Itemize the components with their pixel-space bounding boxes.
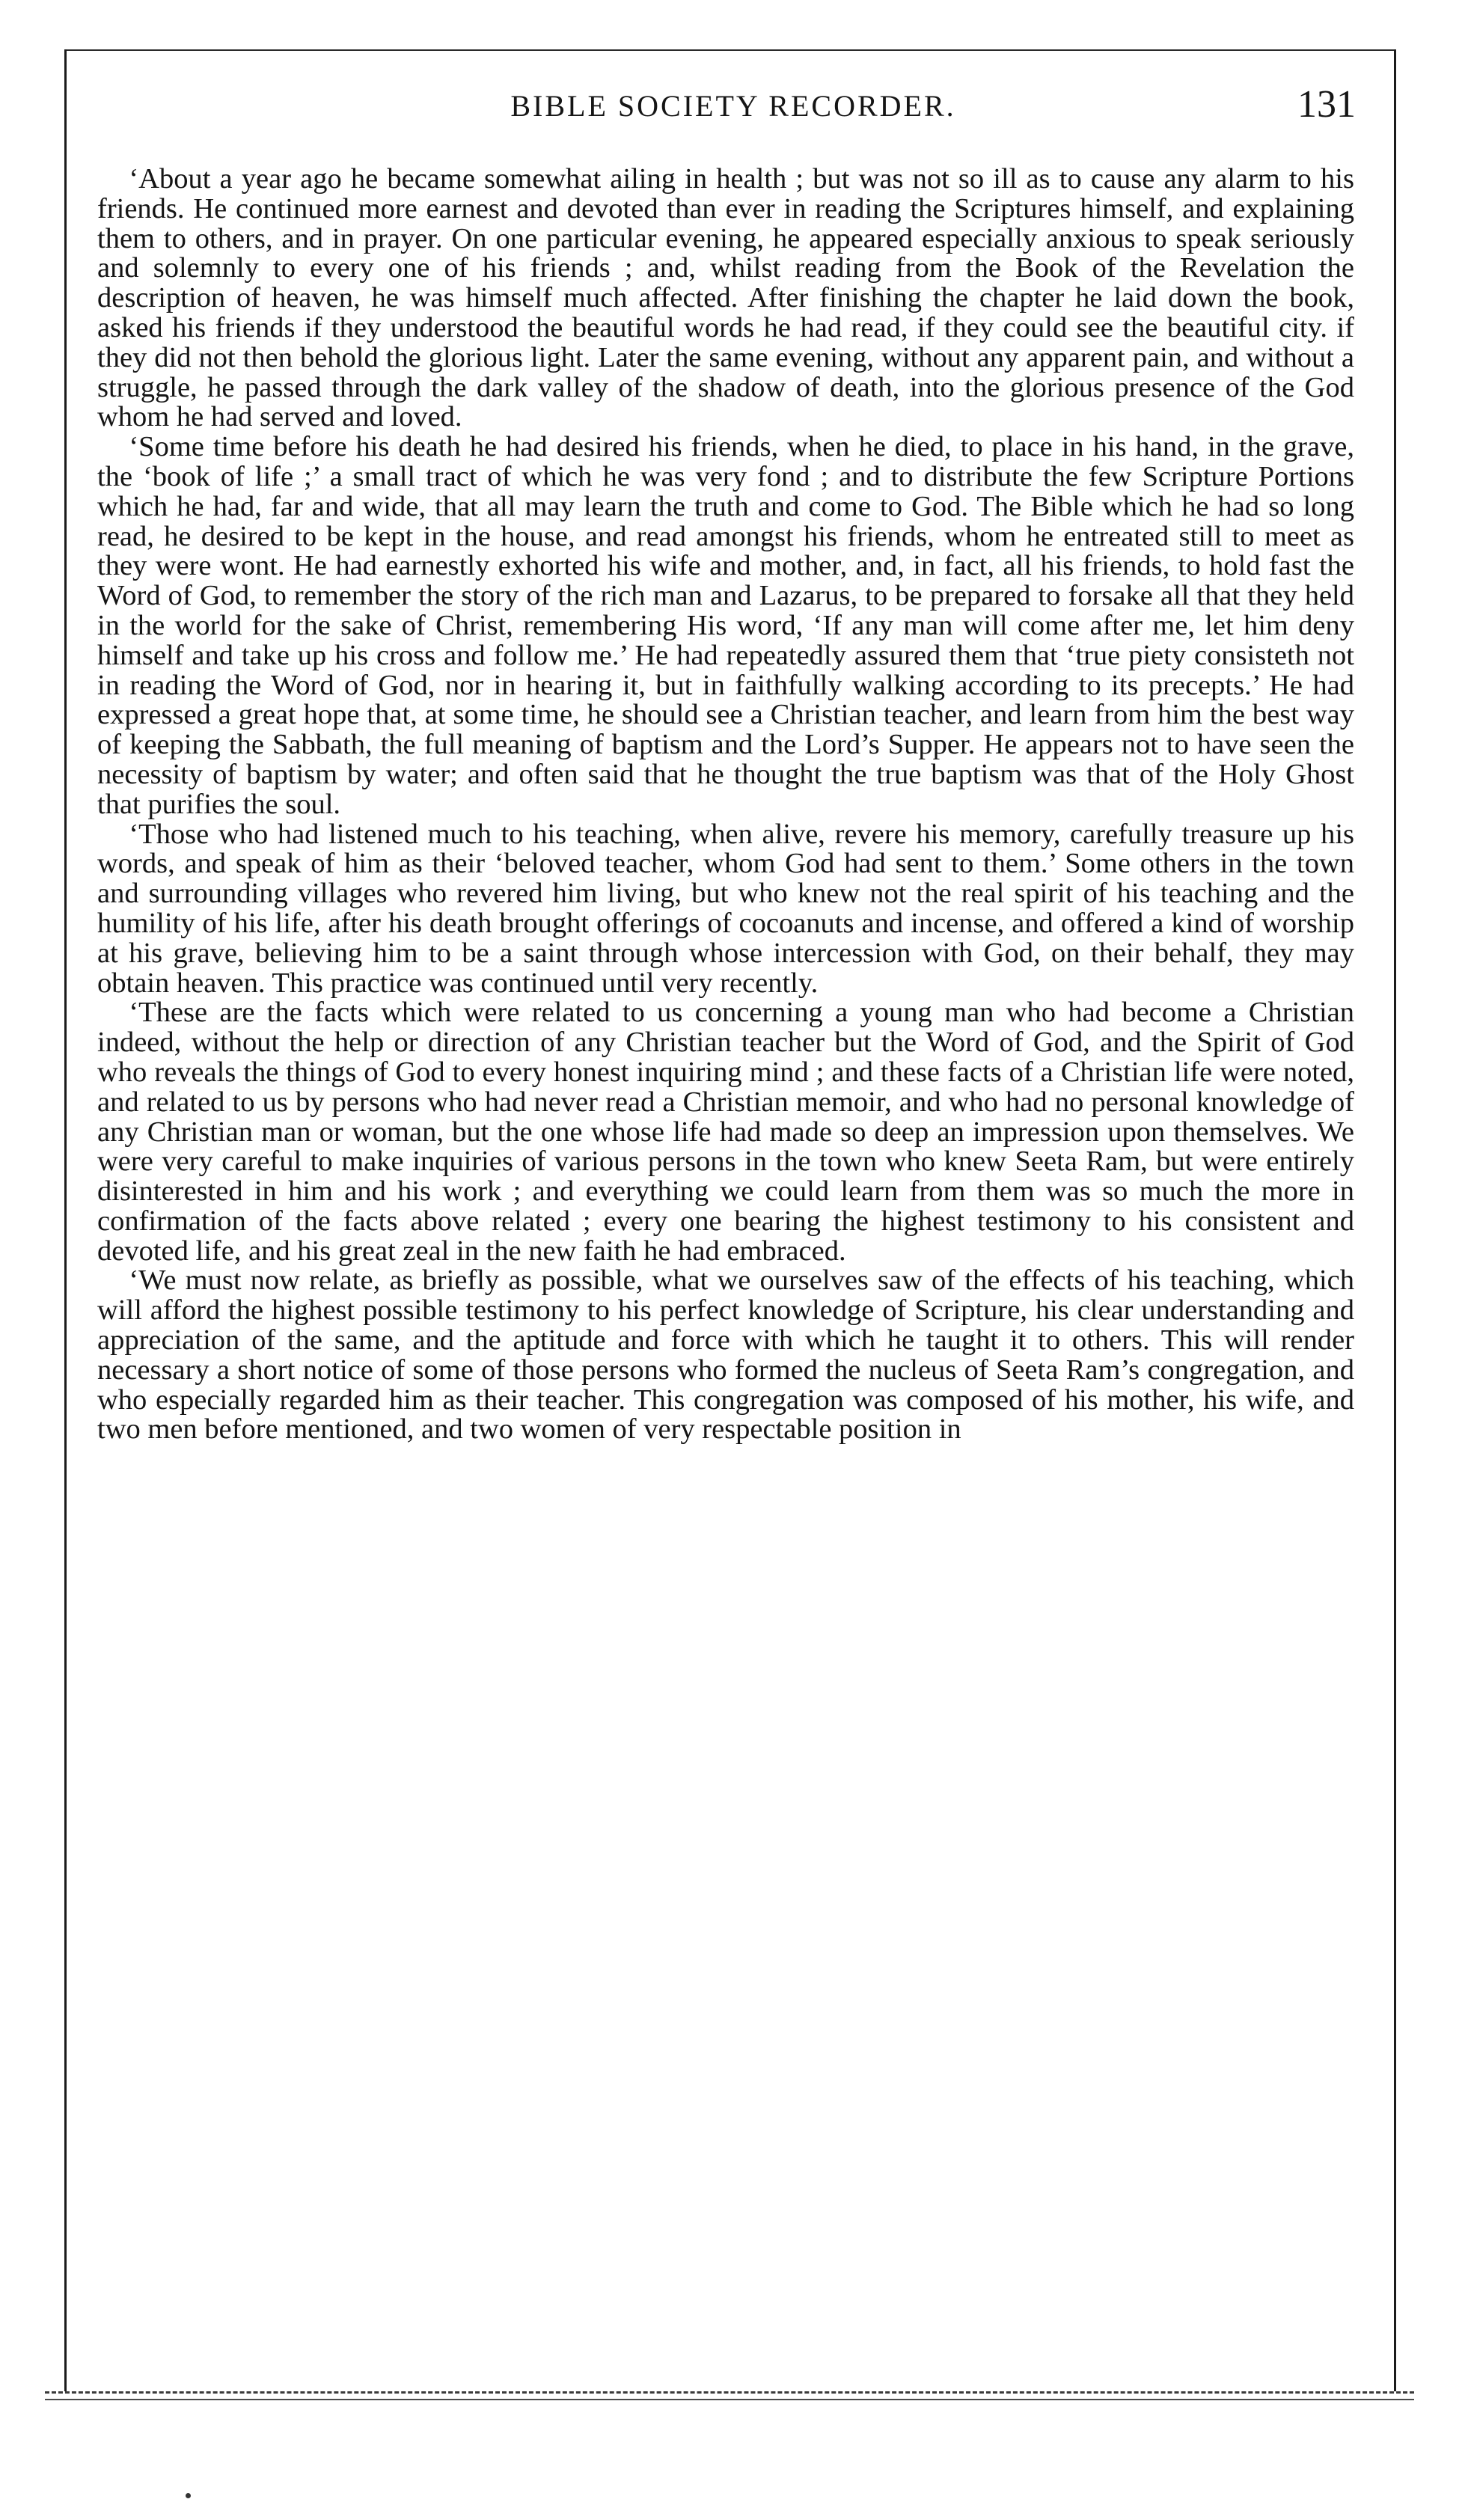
- paragraph: ‘Some time before his death he had desired his friends, when he died, to place in his hand, in the grave, the ‘book of life ;’ a small tract of which he was very fond ; and to distribute the few Scripture Portions which he had, far and wide, that all may learn the truth and come to God. The Bible which he had so long read, he desired to be kept in the house, and read amongst his friends, whom he entreated still to meet as they were wont. He had earnestly exhorted his wife and mother, and, in fact, all his friends, to hold fast the Word of God, to remember the story of the rich man and Lazarus, to be prepared to forsake all that they held in the world for the sake of Christ, remembering His word, ‘If any man will come after me, let him deny himself and take up his cross and follow me.’ He had repeatedly assured them that ‘true piety consisteth not in reading the Word of God, nor in hearing it, but in faithfully walking according to its precepts.’ He had expressed a great hope that, at some time, he should see a Christian teacher, and learn from him the best way of keeping the Sabbath, the full meaning of baptism and the Lord’s Supper. He appears not to have seen the necessity of baptism by water; and often said that he thought the true baptism was that of the Holy Ghost that purifies the soul.: [97, 431, 1354, 820]
- bottom-rule-dashed: [45, 2391, 1414, 2394]
- body-text: [97, 165, 1354, 1445]
- page-header: [97, 82, 1369, 127]
- paragraph: ‘Those who had listened much to his teaching, when alive, revere his memory, carefully treasure up his words, and speak of him as their ‘beloved teacher, whom God had sent to them.’ Some others in the town and surrounding villages who revered him living, but who knew not the real spirit of his teaching and the humility of his life, after his death brought offerings of cocoanuts and incense, and offered a kind of worship at his grave, believing him to be a saint through whose intercession with God, on their behalf, they may obtain heaven. This practice was continued until very recently.: [97, 818, 1354, 999]
- paragraph: ‘These are the facts which were related to us concerning a young man who had become a Christian indeed, without the help or direction of any Christian teacher but the Word of God, and the Spirit of God who reveals the things of God to every honest inquiring mind ; and these facts of a Christian life were noted, and related to us by persons who had never read a Christian memoir, and who had no personal knowledge of any Christian man or woman, but the one whose life had made so deep an impression upon themselves. We were very careful to make inquiries of various persons in the town who knew Seeta Ram, but were entirely disinterested in him and his work ; and everything we could learn from them was so much the more in confirmation of the facts above related ; every one bearing the highest testimony to his consistent and devoted life, and his great zeal in the new faith he had embraced.: [97, 997, 1354, 1267]
- page-number: 131: [1297, 83, 1356, 126]
- running-title: BIBLE SOCIETY RECORDER.: [510, 89, 956, 123]
- ink-speck: [186, 2493, 191, 2498]
- paragraph: ‘About a year ago he became somewhat ailing in health ; but was not so ill as to cause any alarm to his friends. He continued more earnest and devoted than ever in reading the Scriptures himself, and explaining them to others, and in prayer. On one particular evening, he appeared especially anxious to speak seriously and solemnly to every one of his friends ; and, whilst reading from the Book of the Revelation the description of heaven, he was himself much affected. After finishing the chapter he laid down the book, asked his friends if they understood the beautiful words he had read, if they could see the beautiful city. if they did not then behold the glorious light. Later the same evening, without any apparent pain, and without a struggle, he passed through the dark valley of the shadow of death, into the glorious presence of the God whom he had served and loved.: [97, 163, 1354, 433]
- bottom-rule: [45, 2399, 1414, 2400]
- paragraph: ‘We must now relate, as briefly as possible, what we ourselves saw of the effects of his teaching, which will afford the highest possible testimony to his perfect knowledge of Scripture, his clear understanding and appreciation of the same, and the aptitude and force with which he taught it to others. This will render necessary a short notice of some of those persons who formed the nucleus of Seeta Ram’s congregation, and who especially regarded him as their teacher. This congregation was composed of his mother, his wife, and two men before mentioned, and two women of very respectable position in: [97, 1264, 1354, 1446]
